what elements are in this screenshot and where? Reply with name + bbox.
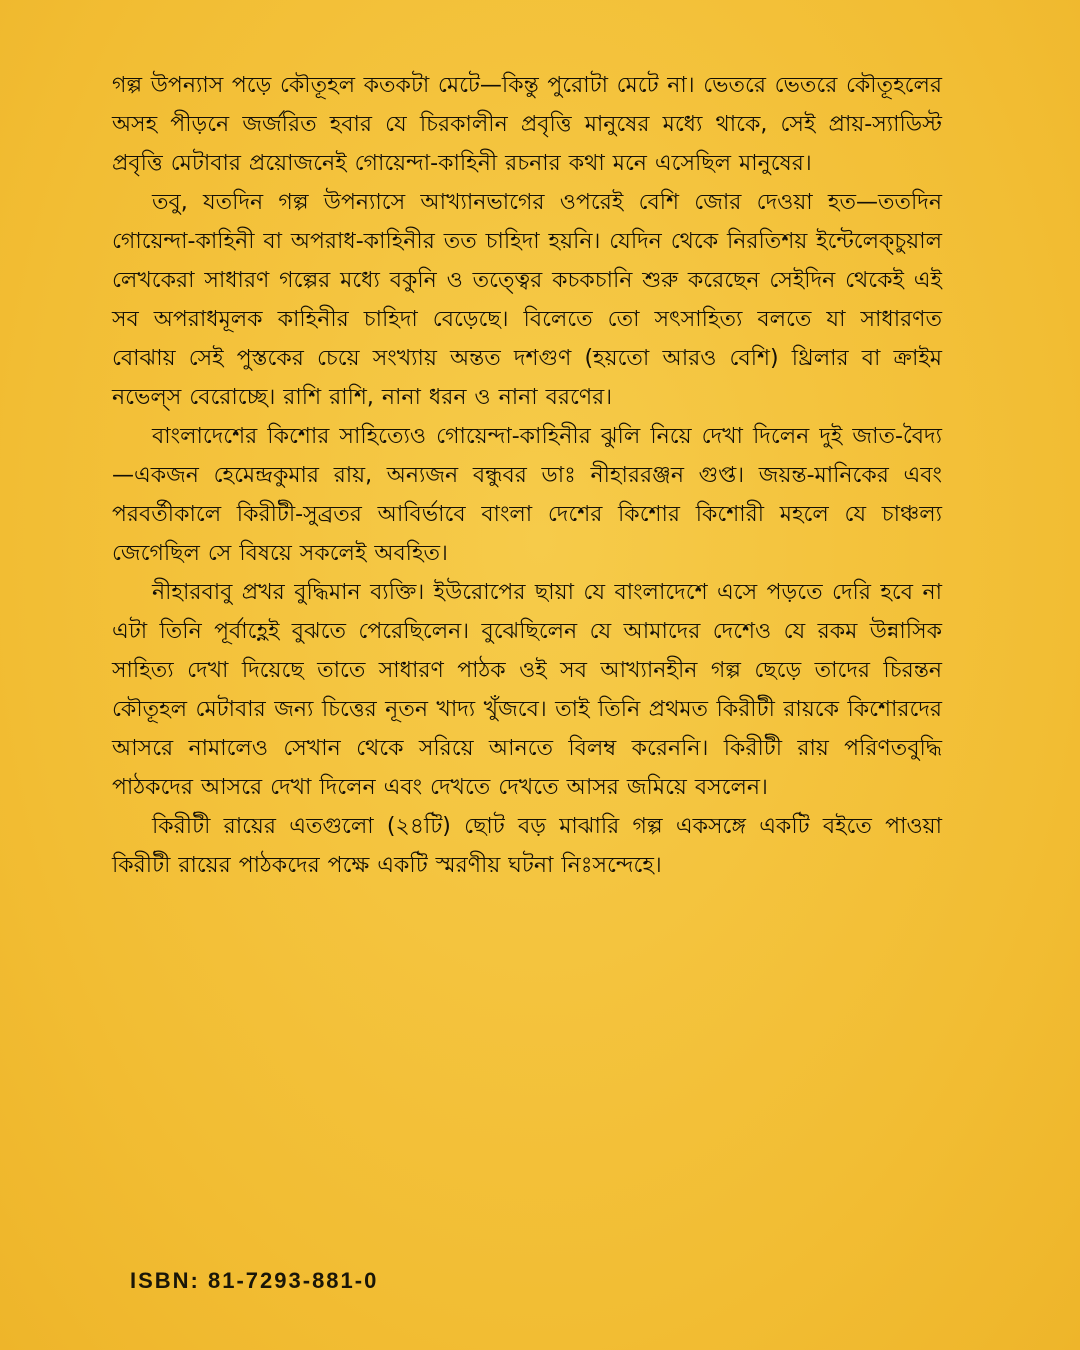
blurb-paragraph-4: নীহারবাবু প্রখর বুদ্ধিমান ব্যক্তি। ইউরোপের ছায়া যে বাংলাদেশে এসে পড়তে দেরি হবে না এটা তিনি পূর্বাহ্ণেই বুঝতে পেরেছিলেন। বুঝেছিলেন যে আমাদের দেশেও যে রকম উন্নাসিক সাহিত্য দেখা দিয়েছে তাতে সাধারণ পাঠক ওই সব আখ্যানহীন গল্প ছেড়ে তাদের চিরন্তন কৌতূহল মেটাবার জন্য চিত্তের নূতন খাদ্য খুঁজবে। তাই তিনি প্রথমত কিরীটী রায়কে কিশোরদের আসরে নামালেও সেখান থেকে সরিয়ে আনতে বিলম্ব করেননি। কিরীটী রায় পরিণতবুদ্ধি পাঠকদের আসরে দেখা দিলেন এবং দেখতে দেখতে আসর জমিয়ে বসলেন। [112,580,942,800]
blurb-paragraph-1: গল্প উপন্যাস পড়ে কৌতূহল কতকটা মেটে—কিন্তু পুরোটা মেটে না। ভেতরে ভেতরে কৌতূহলের অসহ পীড়নে জর্জরিত হবার যে চিরকালীন প্রবৃত্তি মানুষের মধ্যে থাকে, সেই প্রায়-স্যাডিস্ট প্রবৃত্তি মেটাবার প্রয়োজনেই গোয়েন্দা-কাহিনী রচনার কথা মনে এসেছিল মানুষের। [112,73,942,176]
blurb-text [112,66,942,885]
blurb-paragraph-2: তবু, যতদিন গল্প উপন্যাসে আখ্যানভাগের ওপরেই বেশি জোর দেওয়া হত—ততদিন গোয়েন্দা-কাহিনী বা অপরাধ-কাহিনীর তত চাহিদা হয়নি। যেদিন থেকে নিরতিশয় ইন্টেলেক্চুয়াল লেখকেরা সাধারণ গল্পের মধ্যে বকুনি ও তত্ত্বের কচকচানি শুরু করেছেন সেইদিন থেকেই এই সব অপরাধমূলক কাহিনীর চাহিদা বেড়েছে। বিলেতে তো সৎসাহিত্য বলতে যা সাধারণত বোঝায় সেই পুস্তকের চেয়ে সংখ্যায় অন্তত দশগুণ (হয়তো আরও বেশি) থ্রিলার বা ক্রাইম নভেল্স বেরোচ্ছে। রাশি রাশি, নানা ধরন ও নানা বরণের। [112,190,942,410]
blurb-paragraph-5: কিরীটী রায়ের এতগুলো (২৪টি) ছোট বড় মাঝারি গল্প একসঙ্গে একটি বইতে পাওয়া কিরীটী রায়ের পাঠকদের পক্ষে একটি স্মরণীয় ঘটনা নিঃসন্দেহে। [112,814,942,878]
blurb-paragraph-3: বাংলাদেশের কিশোর সাহিত্যেও গোয়েন্দা-কাহিনীর ঝুলি নিয়ে দেখা দিলেন দুই জাত-বৈদ্য—একজন হেমেন্দ্রকুমার রায়, অন্যজন বন্ধুবর ডাঃ নীহাররঞ্জন গুপ্ত। জয়ন্ত-মানিকের এবং পরবর্তীকালে কিরীটী-সুব্রতর আবির্ভাবে বাংলা দেশের কিশোর কিশোরী মহলে যে চাঞ্চল্য জেগেছিল সে বিষয়ে সকলেই অবহিত। [112,424,942,566]
isbn-label: ISBN: 81-7293-881-0 [130,1268,379,1293]
